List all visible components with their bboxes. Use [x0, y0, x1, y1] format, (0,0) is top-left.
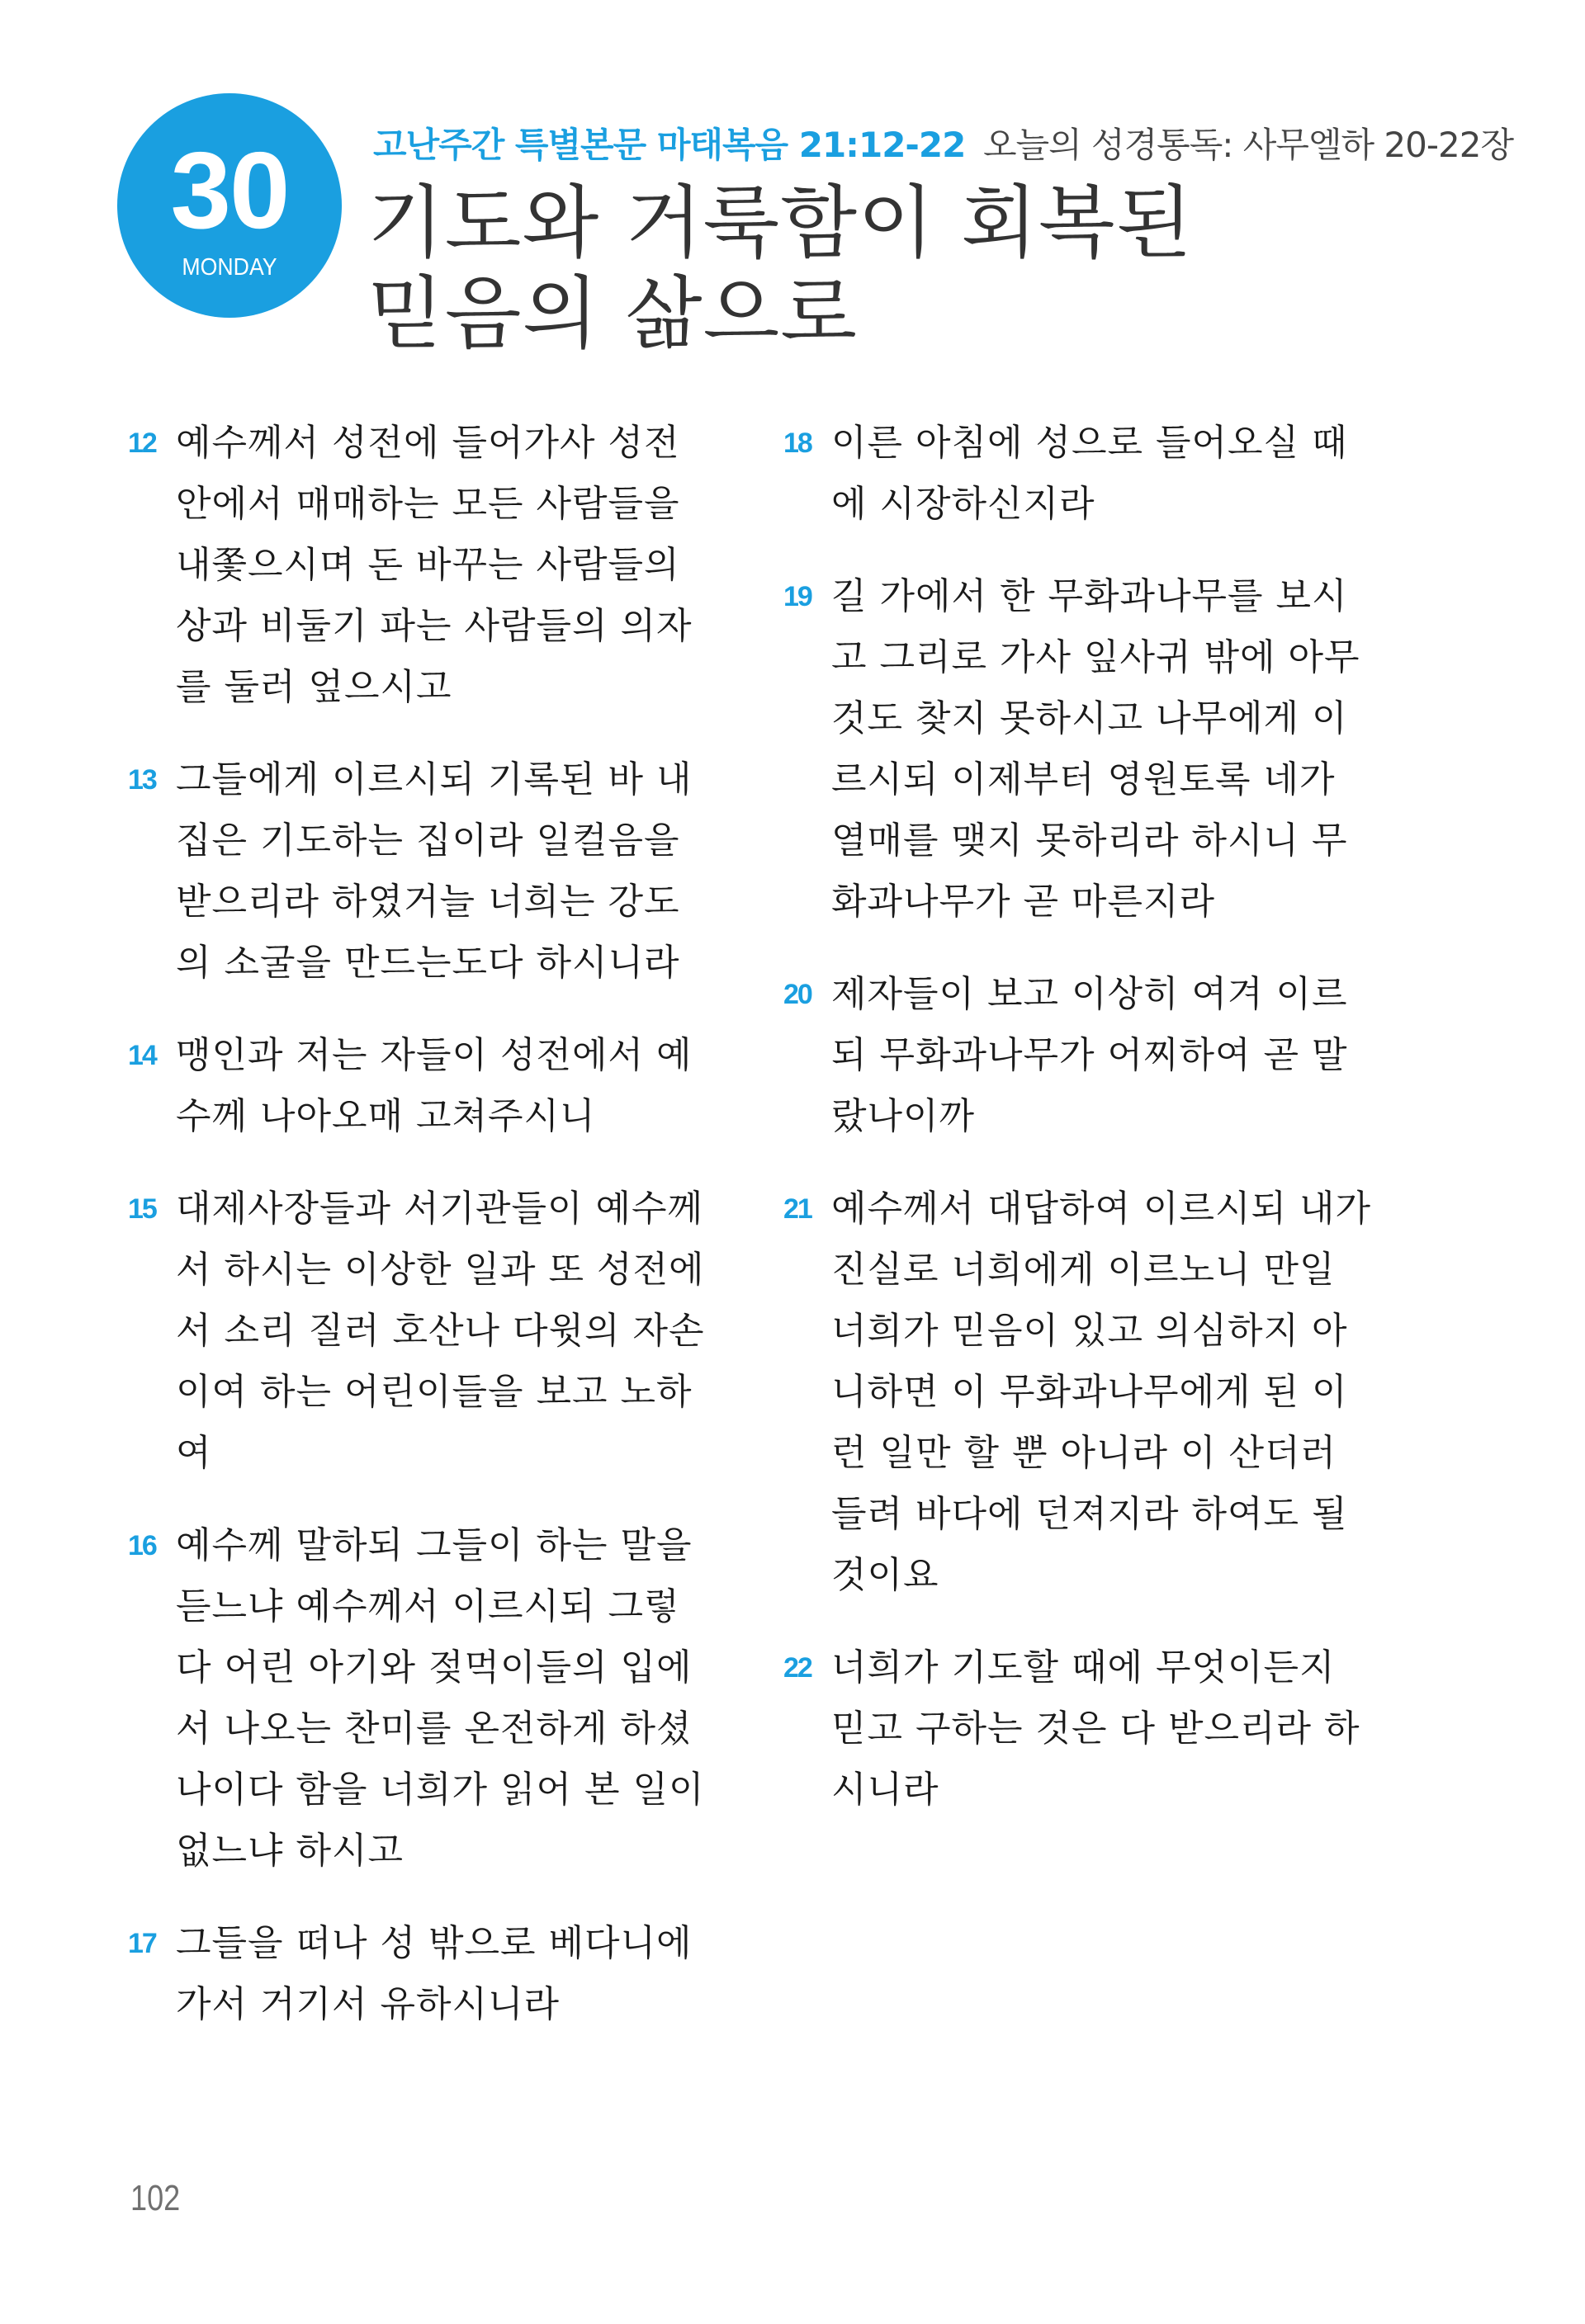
verse-number: 17: [128, 1928, 156, 1959]
verse-number: 21: [783, 1193, 811, 1225]
verse-line: 길 가에서 한 무화과나무를 보시: [831, 575, 1348, 617]
verse-column-left: [124, 413, 726, 2067]
verse: [124, 1179, 726, 1484]
verse: [779, 1637, 1382, 1821]
verse-line: 너희가 믿음이 있고 의심하지 아: [831, 1310, 1348, 1352]
verse-line: 고 그리로 가사 잎사귀 밖에 아무: [831, 636, 1360, 678]
date-badge: [117, 93, 342, 318]
verse: [779, 1179, 1382, 1606]
header-subtitle: [373, 122, 1513, 168]
verse-line: 것이요: [831, 1554, 939, 1596]
verse: [124, 413, 726, 718]
verse-line: 제자들이 보고 이상히 여겨 이르: [831, 973, 1348, 1015]
verse-line: 대제사장들과 서기관들이 예수께: [176, 1188, 704, 1230]
verse-line: 나이다 함을 너희가 읽어 본 일이: [176, 1769, 705, 1811]
verse-line: 의 소굴을 만드는도다 하시니라: [176, 942, 680, 984]
title-line: 믿음의 삶으로: [367, 267, 858, 360]
verse-line: 시니라: [831, 1769, 939, 1811]
verse-line: 진실로 너희에게 이르노니 만일: [831, 1249, 1336, 1291]
verse-line: 르시되 이제부터 영원토록 네가: [831, 758, 1336, 801]
verse-number: 18: [783, 427, 811, 459]
verse-line: 그들에게 이르시되 기록된 바 내: [176, 758, 693, 801]
verse: [779, 413, 1382, 535]
verse-number: 19: [783, 581, 811, 612]
verse-line: 수께 나아오매 고쳐주시니: [176, 1095, 596, 1137]
verse-line: 내쫓으시며 돈 바꾸는 사람들의: [176, 544, 680, 586]
verse-line: 런 일만 할 뿐 아니라 이 산더러: [831, 1432, 1337, 1474]
verse-line: 그들을 떠나 성 밖으로 베다니에: [176, 1922, 693, 1964]
verse-number: 13: [128, 764, 156, 796]
verse-line: 듣느냐 예수께서 이르시되 그렇: [176, 1585, 680, 1627]
verse-line: 되 무화과나무가 어찌하여 곧 말: [831, 1034, 1348, 1076]
verse-number: 14: [128, 1040, 156, 1071]
verse-line: 맹인과 저는 자들이 성전에서 예: [176, 1034, 693, 1076]
verse-line: 여: [176, 1432, 212, 1474]
verse-line: 예수께서 성전에 들어가사 성전: [176, 422, 680, 464]
verse-line: 믿고 구하는 것은 다 받으리라 하: [831, 1708, 1360, 1750]
verse-line: 상과 비둘기 파는 사람들의 의자: [176, 605, 693, 647]
verse-line: 예수께서 대답하여 이르시되 내가: [831, 1188, 1372, 1230]
verse-number: 16: [128, 1530, 156, 1561]
verse: [779, 566, 1382, 933]
verse-line: 없느냐 하시고: [176, 1830, 405, 1872]
verse-line: 니하면 이 무화과나무에게 된 이: [831, 1371, 1348, 1413]
verse-line: 에 시장하신지라: [831, 483, 1095, 525]
verse-line: 너희가 기도할 때에 무엇이든지: [831, 1646, 1336, 1689]
verse-line: 서 소리 질러 호산나 다윗의 자손: [176, 1310, 705, 1352]
verse-line: 것도 찾지 못하시고 나무에게 이: [831, 697, 1348, 739]
verse-number: 20: [783, 979, 811, 1010]
verse-number: 22: [783, 1652, 811, 1684]
verse-line: 이여 하는 어린이들을 보고 노하: [176, 1371, 693, 1413]
verse: [124, 1025, 726, 1147]
page-number: 102: [130, 2178, 181, 2218]
verse-line: 다 어린 아기와 젖먹이들의 입에: [176, 1646, 693, 1689]
verse-line: 열매를 맺지 못하리라 하시니 무: [831, 820, 1348, 862]
scripture-passage: 고난주간 특별본문 마태복음 21:12-22: [373, 125, 966, 165]
verse-line: 를 둘러 엎으시고: [176, 666, 452, 708]
verse-line: 이른 아침에 성으로 들어오실 때: [831, 422, 1348, 464]
verse: [779, 964, 1382, 1147]
verse: [124, 1515, 726, 1882]
verse-number: 15: [128, 1193, 156, 1225]
verse-line: 들려 바다에 던져지라 하여도 될: [831, 1493, 1348, 1535]
verse-line: 랐나이까: [831, 1095, 976, 1137]
verse: [124, 1913, 726, 2035]
verse-line: 집은 기도하는 집이라 일컬음을: [176, 820, 680, 862]
verse-number: 12: [128, 427, 156, 459]
day-number: 30: [170, 130, 289, 251]
verse-line: 예수께 말하되 그들이 하는 말을: [176, 1524, 693, 1566]
verse-column-right: [779, 413, 1382, 1852]
page-title: [367, 177, 1193, 359]
verse-line: 받으리라 하였거늘 너희는 강도: [176, 881, 680, 923]
verse-line: 서 하시는 이상한 일과 또 성전에: [176, 1249, 705, 1291]
verse-line: 서 나오는 찬미를 온전하게 하셨: [176, 1708, 693, 1750]
verse: [124, 749, 726, 994]
weekday-label: MONDAY: [182, 254, 277, 281]
verse-line: 화과나무가 곧 마른지라: [831, 881, 1216, 923]
title-line: 기도와 거룩함이 회복된: [367, 177, 1194, 269]
verse-line: 안에서 매매하는 모든 사람들을: [176, 483, 680, 525]
verse-line: 가서 거기서 유하시니라: [176, 1983, 561, 2025]
daily-reading: 오늘의 성경통독: 사무엘하 20-22장: [982, 125, 1514, 165]
